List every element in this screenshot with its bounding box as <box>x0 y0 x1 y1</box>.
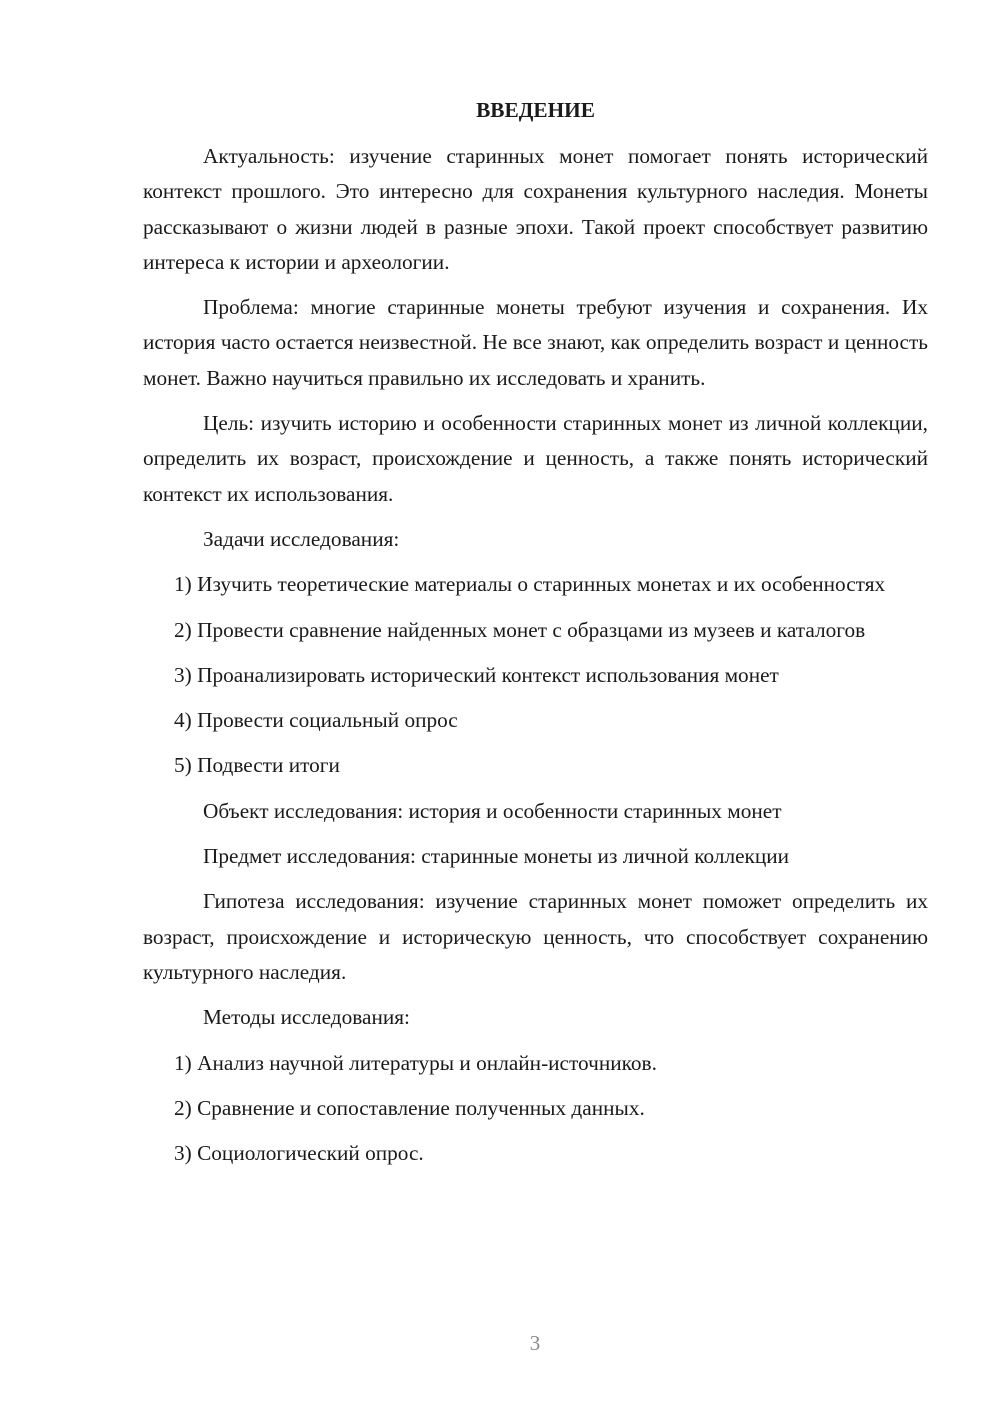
task-item: 2) Провести сравнение найденных монет с образцами из музеев и каталогов <box>174 617 866 642</box>
page-title: ВВЕДЕНИЕ <box>476 98 595 122</box>
problem-paragraph: Проблема: многие старинные монеты требуют изучения и сохранения. Их история часто остается неизвестной. Не все знают, как определить возраст и ценность монет. Важно научиться правильно их исследовать и хранить. <box>143 295 928 390</box>
hypothesis-paragraph: Гипотеза исследования: изучение старинных монет поможет определить их возраст, происхождение и историческую ценность, что способствует сохранению культурного наследия. <box>143 889 928 984</box>
tasks-heading: Задачи исследования: <box>203 526 400 551</box>
methods-heading: Методы исследования: <box>203 1005 410 1030</box>
relevance-paragraph: Актуальность: изучение старинных монет помогает понять исторический контекст прошлого. Это интересно для сохранения культурного наследия. Монеты рассказывают о жизни людей в разные эпохи. Такой проект способствует развитию интереса к истории и археологии. <box>143 144 928 274</box>
task-item: 5) Подвести итоги <box>174 753 340 778</box>
method-item: 3) Социологический опрос. <box>174 1141 424 1166</box>
task-item: 1) Изучить теоретические материалы о старинных монетах и их особенностях <box>174 572 886 597</box>
page-number: 3 <box>529 1331 541 1355</box>
task-item: 4) Провести социальный опрос <box>174 708 458 733</box>
method-item: 2) Сравнение и сопоставление полученных данных. <box>174 1095 645 1120</box>
task-item: 3) Проанализировать исторический контекст использования монет <box>174 662 779 687</box>
object-paragraph: Объект исследования: история и особенности старинных монет <box>203 798 782 823</box>
goal-paragraph: Цель: изучить историю и особенности старинных монет из личной коллекции, определить их возраст, происхождение и ценность, а также понять исторический контекст их использования. <box>143 411 928 506</box>
document-page <box>143 93 928 1181</box>
method-item: 1) Анализ научной литературы и онлайн-источников. <box>174 1050 657 1075</box>
subject-paragraph: Предмет исследования: старинные монеты из личной коллекции <box>203 844 790 869</box>
